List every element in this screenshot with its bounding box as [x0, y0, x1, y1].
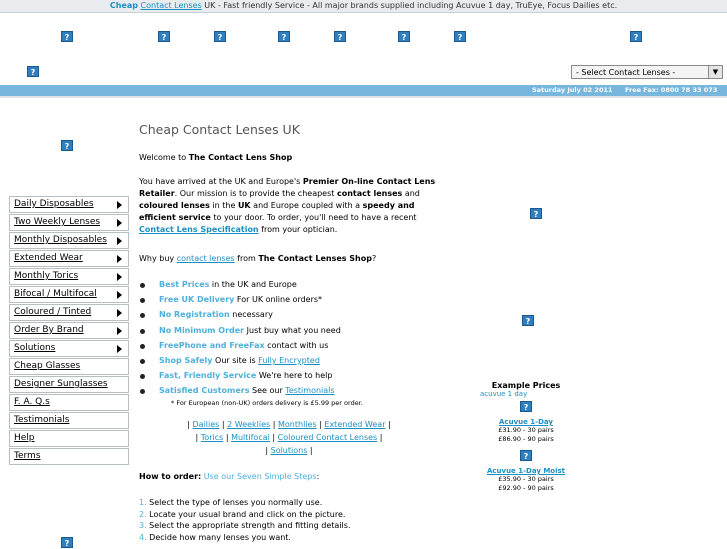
category-links: | Dailies | 2 Weeklies | Monthlies | Extended Wear | — [187, 420, 391, 429]
why-buy-text — [139, 253, 439, 265]
sidebar-item[interactable] — [9, 250, 129, 267]
why-part: The Contact Lenses Shop — [258, 254, 372, 263]
missing-image-icon[interactable] — [630, 31, 642, 42]
intro-part: UK — [237, 201, 251, 210]
sidebar-item[interactable] — [9, 448, 129, 465]
intro-part: from your optician. — [258, 225, 338, 234]
how-to-order — [139, 471, 319, 483]
order-step — [139, 497, 322, 509]
sidebar-item-label: Solutions — [14, 343, 56, 353]
feature-text: in the UK and Europe — [209, 280, 297, 289]
feature-name: Best Prices — [159, 280, 210, 289]
example-prices — [478, 381, 574, 493]
feature-link[interactable]: Testimonials — [285, 386, 335, 396]
intro-paragraph — [139, 176, 439, 236]
sidebar-item-label: F. A. Q.s — [14, 397, 50, 407]
sidebar-item-label: Cheap Glasses — [14, 361, 81, 371]
feature-text: We're here to help — [256, 371, 333, 381]
category-links: | Solutions | — [265, 446, 313, 455]
sidebar-item-label: Coloured / Tinted — [14, 307, 92, 317]
sidebar-item[interactable] — [9, 286, 129, 303]
feature-text: necessary — [229, 310, 273, 320]
order-step — [139, 509, 345, 521]
chevron-down-icon[interactable]: ▼ — [708, 66, 722, 78]
feature-item — [159, 385, 439, 397]
feature-item — [159, 279, 439, 291]
product-link[interactable]: Acuvue 1-Day — [499, 418, 553, 426]
sidebar-nav — [9, 196, 129, 466]
step-text: Locate your usual brand and click on the picture. — [146, 509, 346, 519]
chevron-right-icon — [117, 255, 122, 263]
feature-name: No Minimum Order — [159, 325, 245, 335]
category-link[interactable]: Solutions — [270, 446, 308, 455]
how-to-colon: : — [316, 472, 320, 481]
step-number: 3. — [139, 521, 147, 531]
order-step — [139, 520, 351, 532]
sidebar-item[interactable] — [9, 340, 129, 357]
sidebar-item-label: Testimonials — [14, 415, 70, 425]
missing-image-icon[interactable] — [530, 208, 542, 219]
banner-brand: Cheap — [109, 1, 138, 10]
current-date: Saturday July 02 2011 — [532, 86, 613, 94]
feature-text: For UK online orders* — [234, 295, 323, 305]
chevron-right-icon — [117, 291, 122, 299]
seven-steps-link[interactable]: Use our Seven Simple Steps — [203, 472, 317, 481]
delivery-footnote: * For European (non-UK) orders delivery is £5.99 per order. — [171, 399, 363, 407]
step-number: 4. — [139, 533, 147, 543]
sidebar-item-label: Order By Brand — [14, 325, 84, 335]
feature-name: Free UK Delivery — [159, 295, 235, 305]
chevron-right-icon — [117, 273, 122, 281]
intro-part: and Europe coupled with a — [250, 201, 363, 210]
step-number: 2. — [139, 509, 147, 519]
product-price: £35.90 - 30 pairs — [498, 475, 554, 483]
welcome-prefix: Welcome to — [139, 153, 189, 162]
missing-image-icon[interactable] — [158, 31, 170, 42]
sidebar-item[interactable] — [9, 322, 129, 339]
sidebar-item-label: Designer Sunglasses — [14, 379, 108, 389]
sidebar-item[interactable] — [9, 268, 129, 285]
intro-part: in the — [209, 201, 238, 210]
missing-image-icon[interactable] — [522, 315, 534, 326]
feature-text: See our — [249, 386, 286, 396]
info-bar — [0, 85, 727, 96]
feature-text: Our site is — [212, 356, 259, 365]
divider — [0, 96, 727, 98]
chevron-right-icon — [117, 345, 122, 353]
category-links: | Torics | Multifocal | Coloured Contact Lenses | — [195, 433, 383, 442]
feature-item — [159, 294, 439, 306]
intro-part: . Our mission is to provide the cheapest — [174, 189, 337, 198]
select-value: - Select Contact Lenses - — [576, 68, 676, 77]
missing-image-icon[interactable] — [27, 66, 39, 77]
missing-image-icon[interactable] — [398, 31, 410, 42]
product-price: £86.90 - 90 pairs — [498, 435, 554, 443]
feature-name: Fast, Friendly Service — [159, 371, 257, 381]
step-number: 1. — [139, 498, 147, 507]
category-link[interactable]: Dailies — [192, 420, 220, 429]
category-link[interactable]: Torics — [200, 433, 224, 442]
why-part: ? — [371, 254, 377, 263]
sidebar-item[interactable] — [9, 196, 129, 213]
page-title: Cheap Contact Lenses UK — [139, 122, 300, 137]
sidebar-item-label: Help — [14, 433, 35, 443]
banner-text: UK - Fast friendly Service - All major brands supplied including Acuvue 1 day, TruEye, Focus Dailies etc. — [204, 1, 618, 10]
product-link[interactable]: Acuvue 1-Day Moist — [486, 467, 566, 475]
sidebar-item-label: Daily Disposables — [14, 199, 94, 209]
feature-name: Satisfied Customers — [159, 386, 250, 396]
sidebar-item-label: Extended Wear — [14, 253, 83, 263]
intro-part: to your door. To order, you'll need to have a recent — [210, 213, 417, 222]
missing-image-icon[interactable] — [520, 450, 532, 461]
category-link[interactable]: Extended Wear — [324, 420, 386, 429]
why-part: from — [234, 254, 259, 263]
sidebar-item[interactable] — [9, 304, 129, 321]
missing-image-icon[interactable] — [61, 140, 73, 151]
missing-image-icon[interactable] — [214, 31, 226, 42]
missing-image-icon[interactable] — [61, 31, 73, 42]
intro-part: speedy and efficient service — [139, 201, 415, 222]
how-to-label: How to order: — [139, 472, 202, 481]
sidebar-item-label: Bifocal / Multifocal — [14, 289, 97, 299]
intro-part: contact lenses — [336, 189, 403, 198]
free-fax: Free Fax: 0800 78 33 073 — [625, 86, 718, 94]
top-banner — [0, 0, 727, 13]
why-part: Why buy — [139, 254, 177, 263]
sidebar-item[interactable] — [9, 214, 129, 231]
missing-image-icon[interactable] — [454, 31, 466, 42]
step-text: Select the appropriate strength and fitting details. — [146, 521, 351, 531]
sidebar-item[interactable] — [9, 358, 129, 375]
sidebar-item[interactable] — [9, 232, 129, 249]
welcome-text — [139, 152, 439, 164]
missing-image-icon[interactable] — [61, 537, 73, 548]
sidebar-item[interactable] — [9, 394, 129, 411]
intro-part: You have arrived at the UK and Europe's — [139, 177, 303, 186]
welcome-shop-name: The Contact Lens Shop — [188, 153, 293, 162]
sidebar-item[interactable] — [9, 412, 129, 429]
order-step — [139, 532, 291, 544]
missing-image-icon[interactable] — [334, 31, 346, 42]
feature-item — [159, 325, 439, 337]
banner-link[interactable]: Contact Lenses — [140, 1, 202, 10]
sidebar-item[interactable] — [9, 376, 129, 393]
feature-name: Shop Safely — [159, 356, 213, 365]
category-link[interactable]: Multifocal — [231, 433, 270, 442]
missing-image-icon[interactable] — [278, 31, 290, 42]
step-text: Select the type of lenses you normally use. — [146, 498, 323, 507]
chevron-right-icon — [117, 219, 122, 227]
prices-subtitle: acuvue 1 day — [480, 390, 528, 398]
contact-lenses-link[interactable]: contact lenses — [176, 254, 235, 263]
contact-lens-select[interactable] — [571, 65, 723, 79]
product-price: £31.90 - 30 pairs — [498, 426, 554, 434]
product-price: £92.90 - 90 pairs — [498, 484, 554, 492]
feature-item — [159, 340, 439, 352]
chevron-right-icon — [117, 309, 122, 317]
feature-item — [159, 309, 439, 321]
intro-part: and — [402, 189, 420, 198]
missing-image-icon[interactable] — [520, 401, 532, 412]
category-link[interactable]: 2 Weeklies — [227, 420, 271, 429]
feature-item — [159, 370, 439, 382]
feature-text: contact with us — [264, 340, 329, 350]
intro-part: Premier On-line Contact Lens Retailer — [139, 177, 436, 198]
feature-name: FreePhone and FreeFax — [159, 340, 265, 350]
sidebar-item-label: Monthly Torics — [14, 271, 79, 281]
feature-text: Just buy what you need — [244, 325, 341, 335]
feature-link[interactable]: Fully Encrypted — [258, 356, 320, 365]
category-link[interactable]: Monthlies — [278, 420, 317, 429]
chevron-right-icon — [117, 201, 122, 209]
feature-item — [159, 355, 439, 367]
chevron-right-icon — [117, 237, 122, 245]
sidebar-item-label: Monthly Disposables — [14, 235, 107, 245]
intro-part: coloured lenses — [139, 201, 210, 210]
chevron-right-icon — [117, 327, 122, 335]
prices-title: Example Prices — [491, 381, 561, 390]
sidebar-item[interactable] — [9, 430, 129, 447]
feature-name: No Registration — [159, 310, 230, 320]
sidebar-item-label: Terms — [14, 451, 41, 461]
category-link[interactable]: Coloured Contact Lenses — [277, 433, 378, 442]
step-text: Decide how many lenses you want. — [146, 533, 291, 543]
sidebar-item-label: Two Weekly Lenses — [14, 217, 101, 227]
lens-specification-link[interactable]: Contact Lens Specification — [139, 225, 259, 234]
